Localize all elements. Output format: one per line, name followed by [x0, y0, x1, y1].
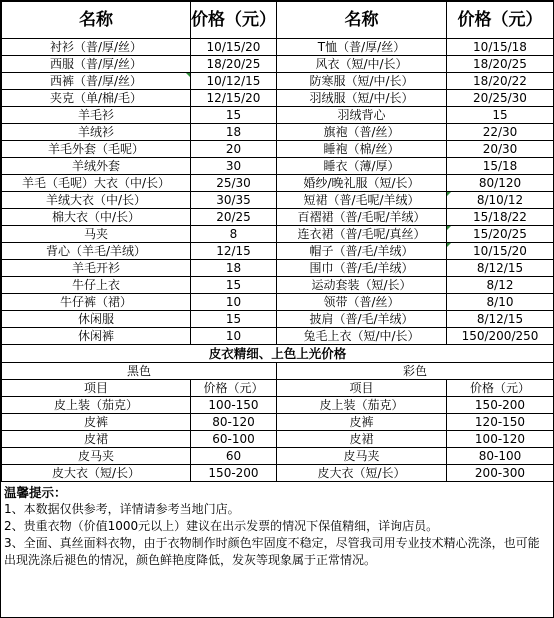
item-name: 羊绒大衣（中/长） — [2, 192, 191, 209]
table-row — [2, 260, 554, 277]
item-name: 羽绒背心 — [277, 107, 447, 124]
item-name: T恤（普/厚/丝） — [277, 39, 447, 56]
item-name: 羊绒外套 — [2, 158, 191, 175]
item-name: 休闲裤 — [2, 328, 191, 345]
multi-color-label: 彩色 — [277, 363, 554, 380]
table-row — [2, 90, 554, 107]
item-price: 8/12/15 — [447, 260, 554, 277]
item-price: 8/12 — [447, 277, 554, 294]
item-name: 牛仔裤（裙） — [2, 294, 191, 311]
leather-row — [2, 431, 554, 448]
item-name: 背心（羊毛/羊绒） — [2, 243, 191, 260]
item-price: 15 — [191, 311, 277, 328]
item-price: 80/120 — [447, 175, 554, 192]
item-name: 睡衣（薄/厚） — [277, 158, 447, 175]
leather-item-name: 皮上装（茄克） — [2, 397, 191, 414]
leather-title-row — [2, 345, 554, 363]
item-name: 羽绒服（短/中/长） — [277, 90, 447, 107]
table-row — [2, 243, 554, 260]
leather-color-row — [2, 363, 554, 380]
notes-title: 温馨提示： — [4, 485, 67, 500]
leather-item-name: 皮上装（茄克） — [277, 397, 447, 414]
leather-item-price: 80-120 — [191, 414, 277, 431]
leather-row — [2, 448, 554, 465]
leather-section-title: 皮衣精细、上色上光价格 — [2, 345, 554, 363]
item-price: 10 — [191, 328, 277, 345]
item-name: 马夹 — [2, 226, 191, 243]
item-name: 连衣裙（普/毛呢/真丝） — [277, 226, 447, 243]
header-row — [2, 2, 554, 39]
leather-item-price: 100-150 — [191, 397, 277, 414]
price-header: 价格（元） — [191, 380, 277, 397]
leather-item-price: 150-200 — [191, 465, 277, 482]
item-price: 15 — [191, 277, 277, 294]
item-price: 10/15/20 — [447, 243, 554, 260]
item-name: 羊毛（毛呢）大衣（中/长） — [2, 175, 191, 192]
black-color-label: 黑色 — [2, 363, 277, 380]
leather-header-row — [2, 380, 554, 397]
item-name: 披肩（普/毛/羊绒） — [277, 311, 447, 328]
table-row — [2, 226, 554, 243]
item-name: 帽子（普/毛/羊绒） — [277, 243, 447, 260]
name-header: 名称 — [277, 2, 447, 39]
leather-item-name: 皮大衣（短/长） — [2, 465, 191, 482]
leather-row — [2, 465, 554, 482]
item-name: 防寒服（短/中/长） — [277, 73, 447, 90]
name-header: 名称 — [2, 2, 191, 39]
price-header: 价格（元） — [447, 2, 554, 39]
item-price: 30/35 — [191, 192, 277, 209]
item-price: 18 — [191, 260, 277, 277]
item-price: 18/20/25 — [191, 56, 277, 73]
item-price: 10 — [191, 294, 277, 311]
item-name: 羊毛外套（毛呢） — [2, 141, 191, 158]
item-name: 牛仔上衣 — [2, 277, 191, 294]
item-name: 运动套装（短/长） — [277, 277, 447, 294]
item-price: 10/15/20 — [191, 39, 277, 56]
leather-item-price: 120-150 — [447, 414, 554, 431]
table-row — [2, 277, 554, 294]
item-name: 围巾（普/毛/羊绒） — [277, 260, 447, 277]
item-name: 羊毛衫 — [2, 107, 191, 124]
item-price: 15 — [191, 107, 277, 124]
leather-item-price: 60 — [191, 448, 277, 465]
item-name: 百褶裙（普/毛呢/羊绒） — [277, 209, 447, 226]
notes-section — [1, 482, 553, 569]
leather-item-price: 150-200 — [447, 397, 554, 414]
item-price: 20 — [191, 141, 277, 158]
item-price: 15/18 — [447, 158, 554, 175]
item-price: 18/20/22 — [447, 73, 554, 90]
item-name: 夹克（单/棉/毛） — [2, 90, 191, 107]
item-price: 20/25/30 — [447, 90, 554, 107]
item-price: 8 — [191, 226, 277, 243]
leather-item-price: 200-300 — [447, 465, 554, 482]
item-price: 12/15 — [191, 243, 277, 260]
item-price: 8/10 — [447, 294, 554, 311]
item-name: 婚纱/晚礼服（短/长） — [277, 175, 447, 192]
item-price: 20/30 — [447, 141, 554, 158]
leather-item-name: 皮裤 — [2, 414, 191, 431]
item-price: 12/15/20 — [191, 90, 277, 107]
item-price: 15/20/25 — [447, 226, 554, 243]
leather-item-name: 皮马夹 — [277, 448, 447, 465]
leather-item-name: 皮裤 — [277, 414, 447, 431]
item-name: 领带（普/丝） — [277, 294, 447, 311]
leather-item-name: 皮大衣（短/长） — [277, 465, 447, 482]
item-price: 22/30 — [447, 124, 554, 141]
item-price: 8/12/15 — [447, 311, 554, 328]
item-price: 18/20/25 — [447, 56, 554, 73]
leather-item-price: 60-100 — [191, 431, 277, 448]
item-name: 棉大衣（中/长） — [2, 209, 191, 226]
table-row — [2, 107, 554, 124]
table-row — [2, 73, 554, 90]
item-name: 兔毛上衣（短/中/长） — [277, 328, 447, 345]
note-item: 2、贵重衣物（价值1000元以上）建议在出示发票的情况下保值精细，详询店员。 — [4, 519, 439, 533]
item-header: 项目 — [2, 380, 191, 397]
table-row — [2, 209, 554, 226]
price-header: 价格（元） — [447, 380, 554, 397]
table-row — [2, 124, 554, 141]
leather-row — [2, 414, 554, 431]
table-row — [2, 175, 554, 192]
table-row — [2, 39, 554, 56]
item-price: 8/10/12 — [447, 192, 554, 209]
leather-item-name: 皮裙 — [277, 431, 447, 448]
item-name: 羊绒衫 — [2, 124, 191, 141]
item-name: 西服（普/厚/丝） — [2, 56, 191, 73]
item-price: 20/25 — [191, 209, 277, 226]
table-row — [2, 158, 554, 175]
leather-item-name: 皮马夹 — [2, 448, 191, 465]
item-price: 30 — [191, 158, 277, 175]
table-row — [2, 328, 554, 345]
item-name: 羊毛开衫 — [2, 260, 191, 277]
note-item: 3、全面、真丝面料衣物，由于衣物制作时颜色牢固度不稳定，尽管我司用专业技术精心洗涤，也可能出现洗涤后褪色的情况，颜色鲜艳度降低，发灰等现象属于正常情况。 — [4, 536, 540, 567]
table-row — [2, 294, 554, 311]
item-name: 衬衫（普/厚/丝） — [2, 39, 191, 56]
leather-item-price: 100-120 — [447, 431, 554, 448]
item-name: 风衣（短/中/长） — [277, 56, 447, 73]
note-item: 1、本数据仅供参考，详情请参考当地门店。 — [4, 502, 240, 516]
table-row — [2, 311, 554, 328]
notes-list — [4, 501, 550, 569]
table-row — [2, 192, 554, 209]
leather-row — [2, 397, 554, 414]
item-name: 睡袍（棉/丝） — [277, 141, 447, 158]
item-name: 休闲服 — [2, 311, 191, 328]
item-price: 15 — [447, 107, 554, 124]
item-name: 旗袍（普/丝） — [277, 124, 447, 141]
price-table — [1, 1, 554, 482]
item-header: 项目 — [277, 380, 447, 397]
item-price: 18 — [191, 124, 277, 141]
price-header: 价格（元） — [191, 2, 277, 39]
table-row — [2, 56, 554, 73]
item-price: 25/30 — [191, 175, 277, 192]
leather-item-name: 皮裙 — [2, 431, 191, 448]
table-row — [2, 141, 554, 158]
item-price: 10/12/15 — [191, 73, 277, 90]
item-price: 15/18/22 — [447, 209, 554, 226]
item-name: 短裙（普/毛呢/羊绒） — [277, 192, 447, 209]
item-price: 10/15/18 — [447, 39, 554, 56]
item-price: 150/200/250 — [447, 328, 554, 345]
item-name: 西裤（普/厚/丝） — [2, 73, 191, 90]
leather-item-price: 80-100 — [447, 448, 554, 465]
